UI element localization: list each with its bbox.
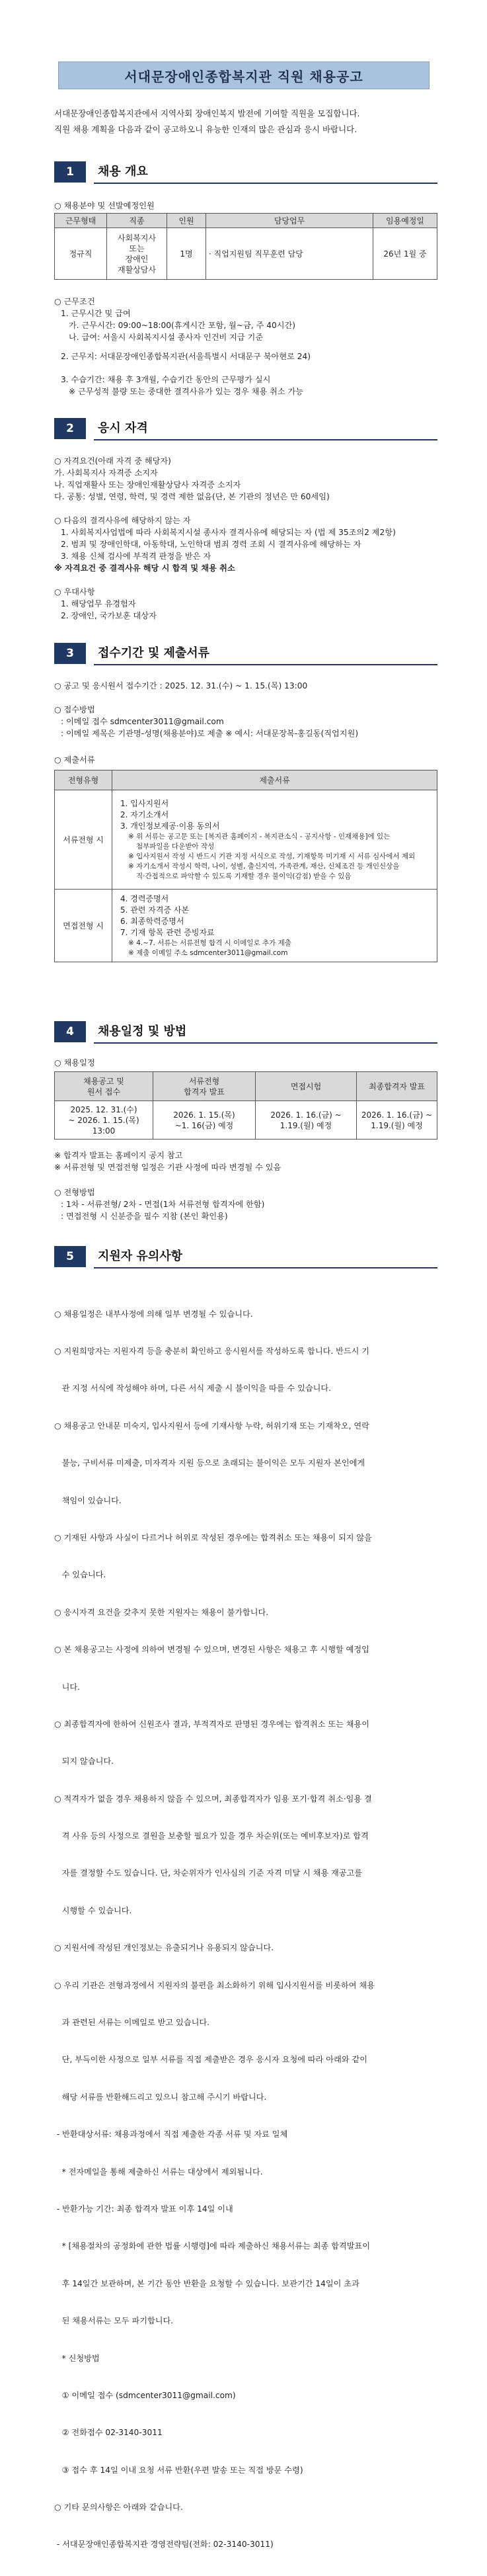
notice-line: 격 사유 등의 사정으로 결원을 보충할 필요가 있을 경우 차순위(또는 예비후보자)로 합격 — [54, 1831, 369, 1841]
th-stage: 전형유형 — [55, 770, 112, 790]
notice-line: ○ 최종합격자에 한하여 신원조사 결과, 부적격자로 판명된 경우에는 합격취소 또는 채용이 — [54, 1719, 370, 1729]
qual-line: 다. 공통: 성별, 연령, 학력, 및 경력 제한 없음(단, 본 기관의 정년은 만 60세임) — [54, 492, 330, 501]
method-line: : 이메일 접수 sdmcenter3011@gmail.com — [61, 717, 224, 726]
cell-doc-stage: 서류전형 시 — [55, 790, 112, 890]
notice-line: ○ 기재된 사항과 사실이 다르거나 허위로 작성된 경우에는 합격취소 또는 채용이 되지 않을 — [54, 1532, 372, 1542]
disq-note: ※ 자격요건 중 결격사유 해당 시 합격 및 채용 취소 — [54, 563, 235, 573]
notice-line: ○ 지원희망자는 지원자격 등을 충분히 확인하고 응시원서를 작성하도록 합니다. 반드시 기 — [54, 1346, 370, 1356]
notice-line: 시행할 수 있습니다. — [54, 1905, 132, 1915]
notice-line: ② 전화접수 02-3140-3011 — [54, 2428, 163, 2438]
section-title: 채용일정 및 방법 — [98, 1024, 187, 1038]
section-header-2 — [54, 415, 437, 442]
int-item: 5. 관련 자격증 사본 — [120, 905, 190, 915]
disq-line: 3. 채용 신체 검사에 부적격 판정을 받은 자 — [61, 552, 211, 561]
cell-interview: 2026. 1. 16.(금) ~ 1.19.(월) 예정 — [256, 1101, 357, 1140]
intro-line: 서대문장애인종합복지관에서 지역사회 장애인복지 발전에 기여할 직원을 모집합니다. — [54, 108, 360, 118]
schedule-heading: ○ 채용일정 — [54, 1058, 95, 1067]
notice-line: * 신청방법 — [54, 2353, 100, 2363]
int-notes — [120, 938, 429, 958]
section-header-1 — [54, 159, 437, 185]
cond-line: 3. 수습기간: 채용 후 3개월, 수습기간 동안의 근무평가 실시 — [61, 375, 271, 384]
notice-line: ③ 접수 후 14일 이내 요청 서류 반환(우편 발송 또는 직접 방문 수령) — [54, 2465, 303, 2475]
th-type: 근무형태 — [55, 214, 107, 228]
notice-line: ○ 채용공고 안내문 미숙지, 입사지원서 등에 기재사항 누락, 허위기재 또는 기재착오, 연락 — [54, 1421, 369, 1431]
cell-date: 26년 1월 중 — [373, 228, 437, 280]
notice-line: * [채용절차의 공정화에 관한 법률 시행령]에 따라 제출하신 채용서류는 최종 합격발표이 — [54, 2241, 371, 2251]
th-doc-result: 서류전형 합격자 발표 — [153, 1072, 256, 1101]
cell-job: 사회복지사 또는 장애인 재활상담사 — [107, 228, 167, 280]
disq-line: ○ 다음의 결격사유에 해당하지 않는 자 — [54, 516, 191, 525]
section-title: 지원자 유의사항 — [98, 1249, 182, 1263]
doc-item: 3. 개인정보제공·이용 동의서 — [120, 821, 220, 831]
schedule-note: ※ 서류전형 및 면접전형 일정은 기관 사정에 따라 변경될 수 있음 — [54, 1163, 281, 1172]
section-title: 채용 개요 — [98, 165, 148, 179]
th-announce: 채용공고 및 원서 접수 — [55, 1072, 153, 1101]
notice-line: * 전자메일을 통해 제출하신 서류는 대상에서 제외됩니다. — [54, 2167, 263, 2177]
schedule-note: ※ 합격자 발표는 홈페이지 공지 참고 — [54, 1151, 183, 1160]
cell-int-stage: 면접전형 시 — [55, 890, 112, 962]
int-item: 7. 기재 항목 관련 증빙자료 — [120, 927, 215, 937]
method-line: ○ 접수방법 — [54, 705, 95, 714]
notice-line: 해당 서류를 반환해드리고 있으니 참고해 주시기 바랍니다. — [54, 2092, 267, 2102]
notice-line: ○ 기타 문의사항은 아래와 같습니다. — [54, 2503, 183, 2513]
notice-line: - 반환대상서류: 채용과정에서 직접 제출한 각종 서류 및 자료 일체 — [54, 2130, 288, 2140]
doc-note: 직·간접적으로 파악할 수 있도록 기재할 경우 불이익(감점) 받을 수 있음 — [136, 872, 352, 880]
cond-line: 1. 근무시간 및 급여 — [61, 309, 131, 318]
cond-line: 가. 근무시간: 09:00~18:00(휴게시간 포함, 월~금, 주 40시간) — [69, 321, 296, 330]
notice-line: 관 지정 서식에 작성해야 하며, 다른 서식 제출 시 불이익을 따를 수 있습니다. — [54, 1384, 332, 1393]
int-note: ※ 제출 이메일 주소 sdmcenter3011@gmail.com — [128, 948, 288, 957]
doc-note: 첨부파일을 다운받아 작성 — [136, 842, 215, 851]
section-title: 응시 자격 — [98, 421, 148, 435]
docs-heading: ○ 제출서류 — [54, 755, 95, 765]
intro-line: 직원 채용 계획을 다음과 같이 공고하오니 유능한 인재의 많은 관심과 응시 바랍니다. — [54, 124, 357, 134]
section-number: 2 — [54, 418, 86, 439]
section-rule — [94, 183, 437, 184]
doc-note: ※ 입사지원서 작성 시 반드시 기관 지정 서식으로 작성, 기재항목 미기재 시 서류 심사에서 제외 — [128, 852, 416, 860]
qual-line: 나. 직업재활사 또는 장애인재활상담사 자격증 소지자 — [54, 480, 241, 489]
notice-line: ○ 지원서에 작성된 개인정보는 유출되거나 유용되지 않습니다. — [54, 1943, 274, 1953]
schedule-table — [54, 1071, 437, 1140]
doc-item: 1. 입사지원서 — [120, 798, 169, 808]
disq-line: 2. 범죄 및 장애인학대, 아동학대, 노인학대 범죄 경력 조회 시 결격사유에 해당하는 자 — [61, 540, 361, 549]
notice-line: ① 이메일 접수 (sdmcenter3011@gmail.com) — [54, 2390, 236, 2400]
notice-line: - 반환가능 기간: 최종 합격자 발표 이후 14일 이내 — [54, 2204, 233, 2214]
intro — [54, 106, 360, 138]
doc-note: ※ 자기소개서 작성시 학력, 나이, 성별, 출신지역, 가족관계, 재산, 신체조건 등 개인신상을 — [128, 862, 400, 870]
cell-doc-items — [112, 790, 437, 890]
th-count: 인원 — [167, 214, 206, 228]
cell-count: 1명 — [167, 228, 206, 280]
section-rule — [94, 439, 437, 440]
period-line: ○ 공고 및 응시원서 접수기간 : 2025. 12. 31.(수) ~ 1. 15.(목) 13:00 — [54, 681, 308, 690]
section-number: 3 — [54, 643, 86, 664]
method-line: : 이메일 제목은 기관명-성명(채용분야)로 제출 ※ 예시: 서대문장복-홍길동(직업지원) — [61, 729, 359, 738]
section-header-4 — [54, 1018, 437, 1045]
th-final: 최종합격자 발표 — [357, 1072, 437, 1101]
disq-line: 1. 사회복지사업법에 따라 사회복지시설 종사자 결격사유에 해당되는 자 (법 제 35조의2 제2항) — [61, 528, 396, 537]
int-note: ※ 4.~7. 서류는 서류전형 합격 시 이메일로 추가 제출 — [128, 938, 291, 947]
pref-line: ○ 우대사항 — [54, 587, 95, 597]
qual-line: ○ 자격요건(아래 자격 중 해당자) — [54, 456, 171, 466]
notice-line: ○ 우리 기관은 전형과정에서 지원자의 불편을 최소화하기 위해 입사지원서를 비롯하여 채용 — [54, 1980, 375, 1990]
sel-method-line: : 1차 - 서류전형/ 2차 - 면접(1차 서류전형 합격자에 한함) — [61, 1200, 265, 1209]
section-rule — [94, 664, 437, 665]
int-item: 6. 최종학력증명서 — [120, 916, 184, 926]
cond-heading: ○ 근무조건 — [54, 297, 95, 306]
th-job: 직종 — [107, 214, 167, 228]
section-number: 4 — [54, 1021, 86, 1042]
notice-line: 수 있습니다. — [54, 1570, 106, 1580]
cell-announce: 2025. 12. 31.(수) ~ 2026. 1. 15.(목) 13:00 — [55, 1101, 153, 1140]
th-duty: 담당업무 — [206, 214, 373, 228]
section-rule — [94, 1042, 437, 1044]
cell-int-items — [112, 890, 437, 962]
th-date: 임용예정일 — [373, 214, 437, 228]
docs-table — [54, 770, 437, 962]
section-rule — [94, 1267, 437, 1268]
notice-line: 된 채용서류는 모두 파기합니다. — [54, 2316, 174, 2326]
cell-doc-result: 2026. 1. 15.(목) ~1. 16(금) 예정 — [153, 1101, 256, 1140]
pref-line: 2. 장애인, 국가보훈 대상자 — [61, 611, 157, 620]
sel-method-line: : 면접전형 시 신분증을 필수 지참 (본인 확인용) — [61, 1212, 228, 1221]
cell-final: 2026. 1. 16.(금) ~ 1.19.(월) 예정 — [357, 1101, 437, 1140]
notice-line: 책임이 있습니다. — [54, 1495, 122, 1505]
int-item: 4. 경력증명서 — [120, 893, 169, 903]
section-header-5 — [54, 1243, 437, 1270]
notice-line: 니다. — [54, 1682, 81, 1692]
notice-list — [54, 1283, 444, 2576]
cond-note: ※ 근무성적 불량 또는 중대한 결격사유가 있는 경우 채용 취소 가능 — [69, 387, 304, 396]
section-header-3 — [54, 640, 437, 667]
notice-line: 과 관련된 서류는 이메일로 받고 있습니다. — [54, 2018, 210, 2028]
notice-line: ○ 채용일정은 내부사정에 의해 일부 변경될 수 있습니다. — [54, 1309, 253, 1319]
notice-line: - 서대문장애인종합복지관 경영전략팀(전화: 02-3140-3011) — [54, 2540, 274, 2550]
doc-item: 2. 자기소개서 — [120, 810, 169, 819]
th-interview: 면접시험 — [256, 1072, 357, 1101]
notice-line: 되지 않습니다. — [54, 1757, 114, 1766]
notice-line: ○ 적격자가 없을 경우 채용하지 않을 수 있으며, 최종합격자가 임용 포기·합격 취소·임용 결 — [54, 1794, 372, 1804]
recruit-table — [54, 213, 437, 280]
notice-line: ○ 응시자격 요건을 갖추지 못한 지원자는 채용이 불가합니다. — [54, 1607, 269, 1617]
notice-line: 단, 부득이한 사정으로 일부 서류를 직접 제출받은 경우 응시자 요청에 따라 아래와 같이 — [54, 2055, 368, 2065]
section-number: 5 — [54, 1246, 86, 1267]
cell-duty: · 직업지원팀 직무훈련 담당 — [206, 228, 373, 280]
page-title: 서대문장애인종합복지관 직원 채용공고 — [58, 62, 430, 89]
section-title: 접수기간 및 제출서류 — [98, 646, 210, 660]
cond-line: 2. 근무지: 서대문장애인종합복지관(서울특별시 서대문구 북아현로 24) — [61, 352, 311, 361]
cell-type: 정규직 — [55, 228, 107, 280]
notice-line: 자를 결정할 수도 있습니다. 단, 차순위자가 인사심의 기준 자격 미달 시 채용 재공고를 — [54, 1868, 363, 1878]
notice-line: 불능, 구비서류 미제출, 미자격자 지원 등으로 초래되는 불이익은 모두 지원자 본인에게 — [54, 1458, 365, 1468]
sel-method-line: ○ 전형방법 — [54, 1188, 95, 1197]
doc-note: ※ 위 서류는 공고문 또는 [복지관 홈페이지 - 복지관소식 - 공지사항 - 인재채용]에 있는 — [128, 832, 391, 841]
th-docs: 제출서류 — [112, 770, 437, 790]
cond-line: 나. 급여: 서울시 사회복지시설 종사자 인건비 지급 기준 — [69, 333, 264, 342]
notice-line: 후 14일간 보관하며, 본 기간 동안 반환을 요청할 수 있습니다. 보관기간 14일이 초과 — [54, 2278, 359, 2288]
pref-line: 1. 해당업무 유경험자 — [61, 599, 136, 608]
qual-line: 가. 사회복지사 자격증 소지자 — [54, 468, 158, 478]
notice-line: ○ 본 채용공고는 사정에 의하여 변경될 수 있으며, 변경된 사항은 채용고 후 시행할 예정입 — [54, 1645, 369, 1655]
recruit-heading: ○ 채용분야 및 선발예정인원 — [54, 201, 155, 210]
doc-notes — [120, 832, 429, 882]
section-number: 1 — [54, 161, 86, 183]
